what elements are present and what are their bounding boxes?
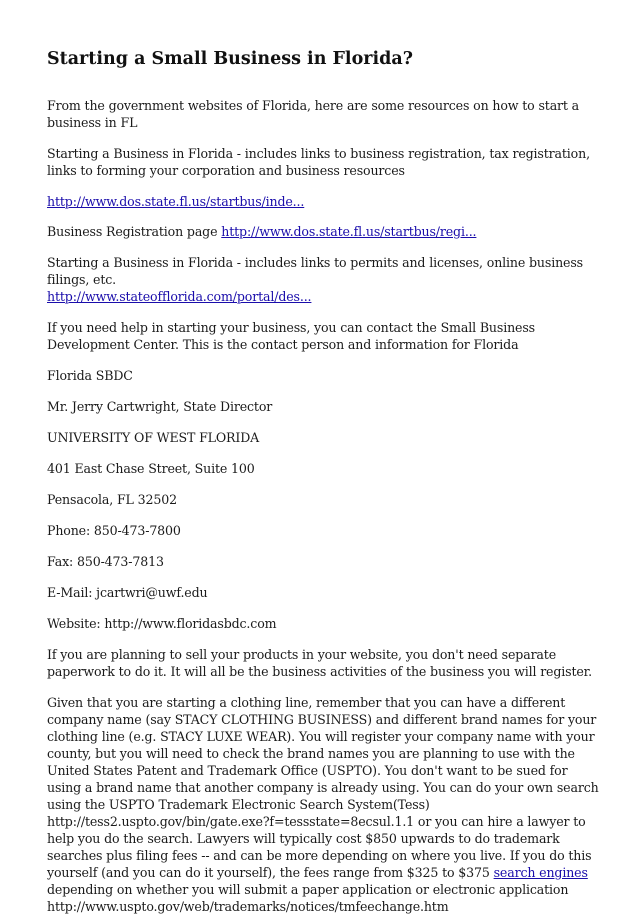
help-paragraph: If you need help in starting your business, you can contact the Small Business Development Center. This is the contact person and information for Florida bbox=[47, 320, 535, 352]
clothing-paragraph bbox=[47, 694, 600, 915]
contact-org: Florida SBDC bbox=[47, 368, 133, 383]
start-business-paragraph-2 bbox=[47, 254, 600, 305]
document-page bbox=[47, 48, 600, 915]
contact-city: Pensacola, FL 32502 bbox=[47, 492, 177, 507]
portal-link[interactable]: http://www.stateofflorida.com/portal/des... bbox=[47, 289, 312, 304]
products-paragraph: If you are planning to sell your products in your website, you don't need separate paperwork to do it. It will all be the business activities of the business you will register. bbox=[47, 647, 593, 679]
clothing-text-after: depending on whether you will submit a paper application or electronic application http://www.uspto.gov/web/trademarks/notices/tmfeechange.htm bbox=[47, 882, 569, 914]
start-business-text-2: Starting a Business in Florida - includes links to permits and licenses, online business filings, etc. bbox=[47, 255, 583, 287]
startbus-link[interactable]: http://www.dos.state.fl.us/startbus/inde... bbox=[47, 194, 305, 209]
contact-person: Mr. Jerry Cartwright, State Director bbox=[47, 399, 273, 414]
contact-fax: Fax: 850-473-7813 bbox=[47, 554, 164, 569]
contact-phone: Phone: 850-473-7800 bbox=[47, 523, 181, 538]
start-business-paragraph-1: Starting a Business in Florida - includes links to business registration, tax registration, links to forming your corporation and business resources bbox=[47, 146, 590, 178]
search-engines-link[interactable]: search engines bbox=[493, 865, 588, 880]
page-title: Starting a Small Business in Florida? bbox=[47, 49, 413, 69]
contact-university: UNIVERSITY OF WEST FLORIDA bbox=[47, 430, 260, 445]
contact-street: 401 East Chase Street, Suite 100 bbox=[47, 461, 255, 476]
business-registration-paragraph bbox=[47, 223, 600, 240]
startbus-link-paragraph bbox=[47, 193, 600, 210]
business-registration-label: Business Registration page bbox=[47, 224, 222, 239]
contact-email: E-Mail: jcartwri@uwf.edu bbox=[47, 585, 208, 600]
clothing-text-before: Given that you are starting a clothing line, remember that you can have a different company name (say STACY CLOTHING BUSINESS) and different brand names for your clothing line (e.g. STACY LUXE WEAR). You will register your company name with your county, but you will need to check the brand names you are planning to use with the United States Patent and Trademark Office (USPTO). You don't want to be sued for using a brand name that another company is already using. You can do your own search using the USPTO Trademark Electronic Search System(Tess) http://tess2.uspto.gov/bin/gate.exe?f=tessstate=8ecsul.1.1 or you can hire a lawyer to help you do the search. Lawyers will typically cost $850 upwards to do trademark searches plus filing fees -- and can be more depending on where you live. If you do this yourself (and you can do it yourself), the fees range from $325 to $375 bbox=[47, 695, 599, 880]
contact-website: Website: http://www.floridasbdc.com bbox=[47, 616, 277, 631]
intro-paragraph: From the government websites of Florida, here are some resources on how to start a business in FL bbox=[47, 98, 580, 130]
business-registration-link[interactable]: http://www.dos.state.fl.us/startbus/regi... bbox=[221, 224, 477, 239]
